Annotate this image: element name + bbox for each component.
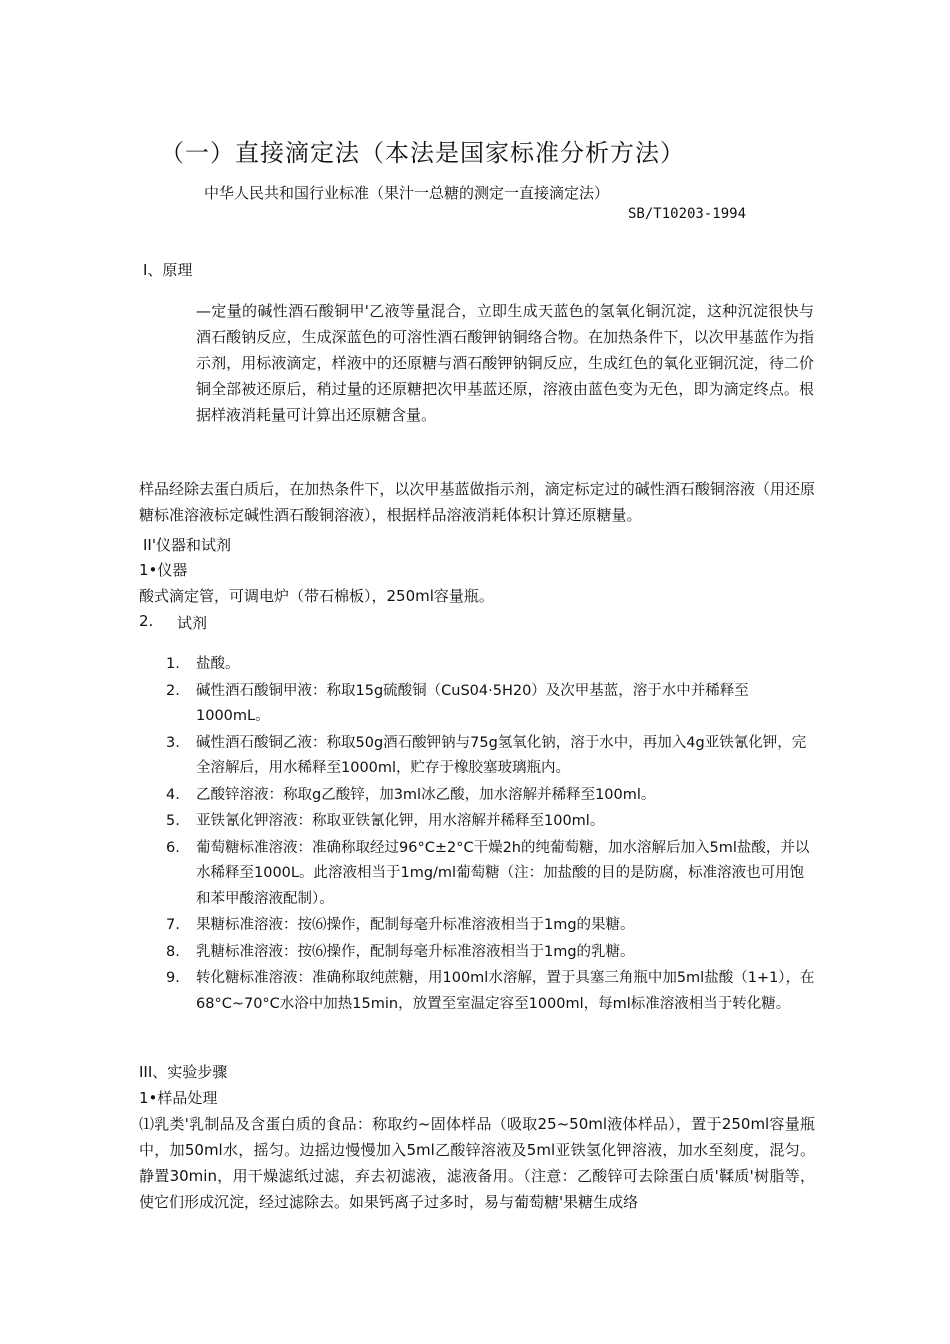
section-instruments-heading: II'仪器和试剂 xyxy=(143,536,231,554)
list-item xyxy=(166,940,816,966)
summary-paragraph: 样品经除去蛋白质后，在加热条件下，以次甲基蓝做指示剂，滴定标定过的碱性酒石酸铜溶液（用还原糖标准溶液标定碱性酒石酸铜溶液），根据样品溶液消耗体积计算还原糖量。 xyxy=(139,480,815,524)
instruments-subheading: 1•仪器 xyxy=(139,561,188,579)
list-item-text: 葡萄糖标准溶液：准确称取经过96°C±2°C干燥2h的纯葡萄糖，加水溶解后加入5ml盐酸，并以水稀释至1000L。此溶液相当于1mg/ml葡萄糖（注：加盐酸的目的是防腐，标准溶液也可用饱和苯甲酸溶液配制）。 xyxy=(196,839,810,907)
list-item xyxy=(166,652,816,678)
list-item xyxy=(166,836,816,913)
list-item-number: 3. xyxy=(166,734,180,751)
list-item xyxy=(166,966,816,1017)
principle-paragraph: —定量的碱性酒石酸铜甲'乙液等量混合，立即生成天蓝色的氢氧化铜沉淀，这种沉淀很快与酒石酸钠反应，生成深蓝色的可溶性酒石酸钾钠铜络合物。在加热条件下，以次甲基蓝作为指示剂，用标液滴定，样液中的还原糖与酒石酸钾钠铜反应，生成红色的氧化亚铜沉淀，待二价铜全部被还原后，稍过量的还原糖把次甲基蓝还原，溶液由蓝色变为无色，即为滴定终点。根据样液消耗量可计算出还原糖含量。 xyxy=(196,302,814,424)
list-item-text: 果糖标准溶液：按⑹操作，配制每毫升标准溶液相当于1mg的果糖。 xyxy=(196,917,635,933)
list-item-number: 7. xyxy=(166,917,180,933)
reagents-subheading: 试剂 xyxy=(177,614,208,632)
section-principle-heading: I、原理 xyxy=(143,261,193,279)
list-item-number: 8. xyxy=(166,943,180,960)
list-item-text: 乳糖标准溶液：按⑹操作，配制每毫升标准溶液相当于1mg的乳糖。 xyxy=(196,943,635,960)
list-item-text: 碱性酒石酸铜甲液：称取15g硫酸铜（CuS04·5H20）及次甲基蓝，溶于水中并稀释至1000mL。 xyxy=(196,682,749,724)
list-item xyxy=(166,731,816,782)
section-procedure-heading: III、实验步骤 xyxy=(139,1063,228,1081)
list-item xyxy=(166,679,816,730)
standard-code: SB/T10203-1994 xyxy=(628,206,747,222)
list-item-text: 亚铁氰化钾溶液：称取亚铁氰化钾，用水溶解并稀释至100ml。 xyxy=(196,813,605,829)
list-item xyxy=(166,913,816,939)
sample-processing-subheading: 1•样品处理 xyxy=(139,1089,218,1107)
document-title: （一）直接滴定法（本法是国家标准分析方法） xyxy=(160,139,685,167)
list-item-number: 4. xyxy=(166,786,180,803)
list-item-number: 2. xyxy=(166,682,180,699)
list-item-text: 碱性酒石酸铜乙液：称取50g酒石酸钾钠与75g氢氧化钠，溶于水中，再加入4g亚铁氰化钾，完全溶解后，用水稀释至1000ml，贮存于橡胶塞玻璃瓶内。 xyxy=(196,734,807,776)
sample-processing-paragraph: ⑴乳类'乳制品及含蛋白质的食品：称取约~固体样品（吸取25~50ml液体样品），置于250ml容量瓶中，加50ml水，摇匀。边摇边慢慢加入5ml乙酸锌溶液及5ml亚铁氢化钾溶液，加水至刻度，混匀。静置30min，用干燥滤纸过滤，弃去初滤液，滤液备用。（注意：乙酸锌可去除蛋白质'鞣质'树脂等，使它们形成沉淀，经过滤除去。如果钙离子过多时，易与葡萄糖'果糖生成络 xyxy=(139,1115,815,1211)
list-item-text: 转化糖标准溶液：准确称取纯蔗糖，用100ml水溶解，置于具塞三角瓶中加5ml盐酸（1+1），在68°C~70°C水浴中加热15min，放置至室温定容至1000ml，每ml标准溶液相当于转化糖。 xyxy=(196,970,815,1012)
document-subtitle: 中华人民共和国行业标准（果汁一总糖的测定一直接滴定法） xyxy=(204,184,610,202)
list-item xyxy=(166,783,816,809)
instruments-list: 酸式滴定管，可调电炉（带石棉板），250ml容量瓶。 xyxy=(139,587,494,605)
list-item-number: 5. xyxy=(166,813,180,829)
list-item-text: 乙酸锌溶液：称取g乙酸锌，加3ml冰乙酸，加水溶解并稀释至100ml。 xyxy=(196,786,656,803)
reagents-subheading-number: 2. xyxy=(139,612,154,630)
reagents-list xyxy=(166,652,816,1018)
list-item-number: 9. xyxy=(166,970,180,986)
list-item-number: 1. xyxy=(166,656,180,672)
list-item-text: 盐酸。 xyxy=(196,656,240,672)
list-item xyxy=(166,809,816,835)
list-item-number: 6. xyxy=(166,839,180,856)
